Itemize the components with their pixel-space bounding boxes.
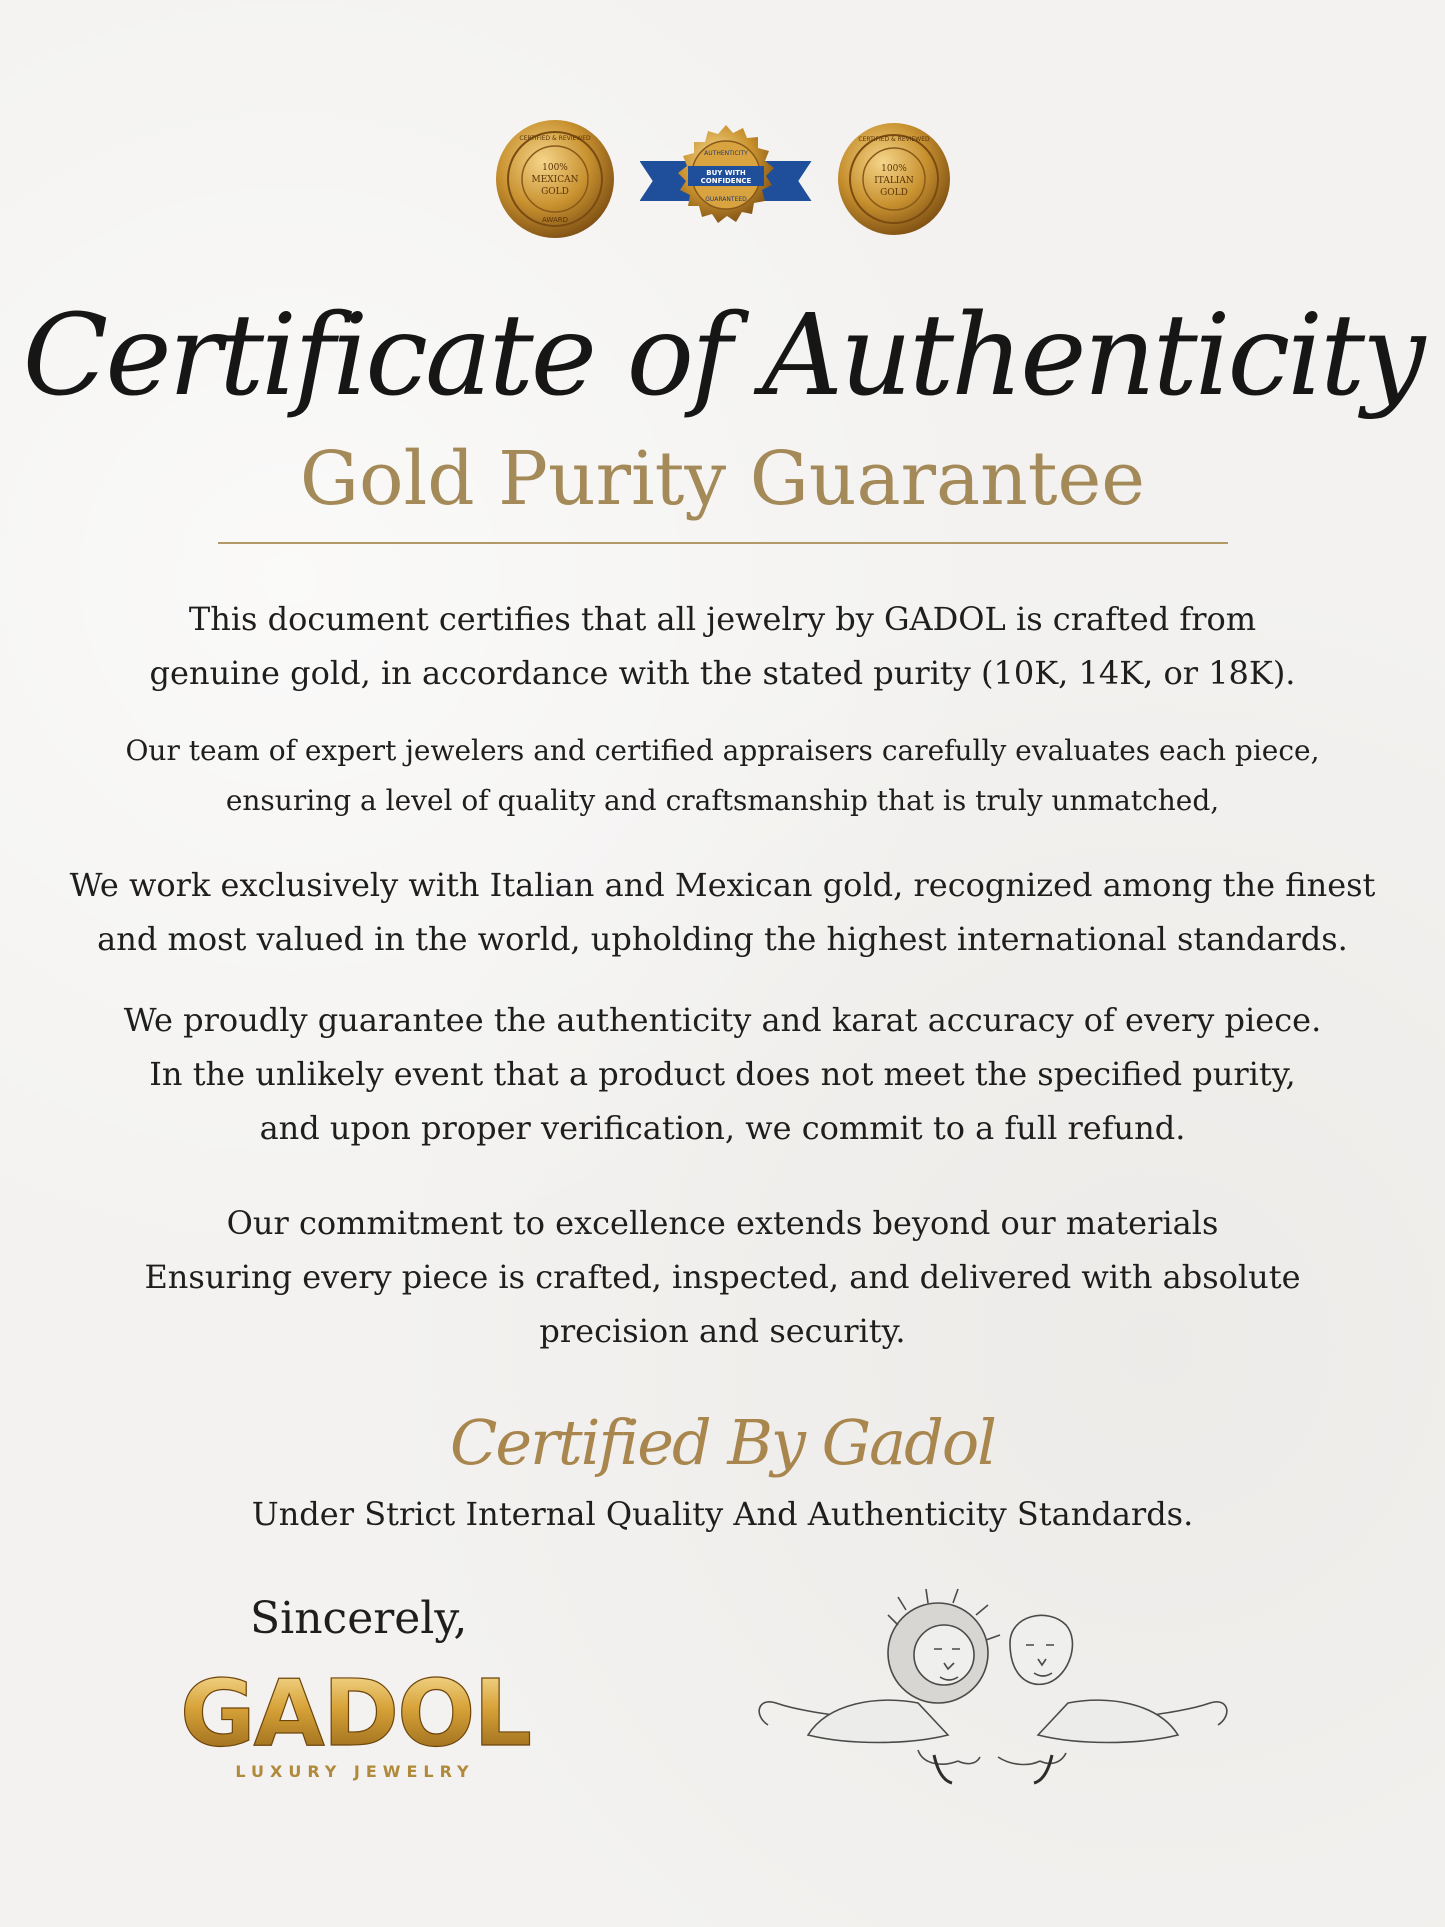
seal-text: ITALIAN	[873, 176, 914, 186]
gadol-logo	[175, 1665, 535, 1760]
paragraph-line: This document certifies that all jewelry by GADOL is crafted from	[188, 600, 1257, 638]
logo-tagline: LUXURY JEWELRY	[235, 1762, 475, 1781]
paragraph-team	[40, 726, 1405, 826]
seal-text: 100%	[541, 163, 568, 173]
paragraph-guarantee	[40, 993, 1405, 1155]
paragraph-commitment	[40, 1196, 1405, 1358]
seal-text: GUARANTEED	[704, 196, 747, 203]
standards-statement: Under Strict Internal Quality And Authenticity Standards.	[251, 1495, 1194, 1533]
seal-text: GOLD	[879, 188, 908, 198]
seal-text: 100%	[880, 164, 907, 174]
paragraph-line: ensuring a level of quality and craftsmanship that is truly unmatched,	[225, 784, 1220, 817]
paragraph-line: In the unlikely event that a product does not meet the specified purity,	[149, 1055, 1296, 1093]
seal-text: CERTIFIED & REVIEWED	[857, 136, 930, 143]
paragraph-line: precision and security.	[539, 1312, 906, 1350]
gold-seal-icon	[836, 121, 952, 237]
paragraph-line: Our commitment to excellence extends beyond our materials	[226, 1204, 1219, 1242]
paragraph-gold-origin	[40, 858, 1405, 966]
seal-text: MEXICAN	[530, 175, 579, 185]
seal-text: AWARD	[541, 216, 568, 224]
lion-icon	[759, 1589, 1227, 1783]
paragraph-line: Ensuring every piece is crafted, inspected, and delivered with absolute	[144, 1258, 1301, 1296]
seal-text: CONFIDENCE	[700, 177, 751, 185]
paragraph-line: We work exclusively with Italian and Mexican gold, recognized among the finest	[69, 866, 1376, 904]
mexican-gold-seal	[494, 118, 616, 244]
lion-and-lioness-illustration	[748, 1585, 1238, 1785]
seal-text: AUTHENTICITY	[703, 150, 748, 157]
page-title: Certificate of Authenticity	[22, 291, 1423, 421]
paragraph-line: genuine gold, in accordance with the stated purity (10K, 14K, or 18K).	[149, 654, 1296, 692]
seal-text: GOLD	[540, 187, 569, 197]
paragraph-line: Our team of expert jewelers and certified appraisers carefully evaluates each piece,	[125, 734, 1320, 767]
gold-seal-icon	[494, 118, 616, 240]
logo-wordmark: GADOL	[180, 1665, 530, 1760]
paragraph-line: and upon proper verification, we commit to a full refund.	[259, 1109, 1186, 1147]
divider	[218, 542, 1228, 544]
seal-text: BUY WITH	[705, 169, 746, 177]
sign-off: Sincerely,	[250, 1593, 468, 1644]
italian-gold-seal	[836, 121, 952, 241]
certified-by-signature: Certified By Gadol	[449, 1406, 995, 1479]
seal-text: CERTIFIED & REVIEWED	[518, 135, 591, 142]
paragraph-certification	[40, 592, 1405, 700]
paragraph-line: We proudly guarantee the authenticity and karat accuracy of every piece.	[123, 1001, 1322, 1039]
page-subtitle: Gold Purity Guarantee	[299, 436, 1146, 522]
badge-icon	[670, 123, 782, 235]
paragraph-line: and most valued in the world, upholding the highest international standards.	[97, 920, 1348, 958]
authenticity-seal	[670, 123, 782, 239]
seal-row	[0, 118, 1445, 244]
